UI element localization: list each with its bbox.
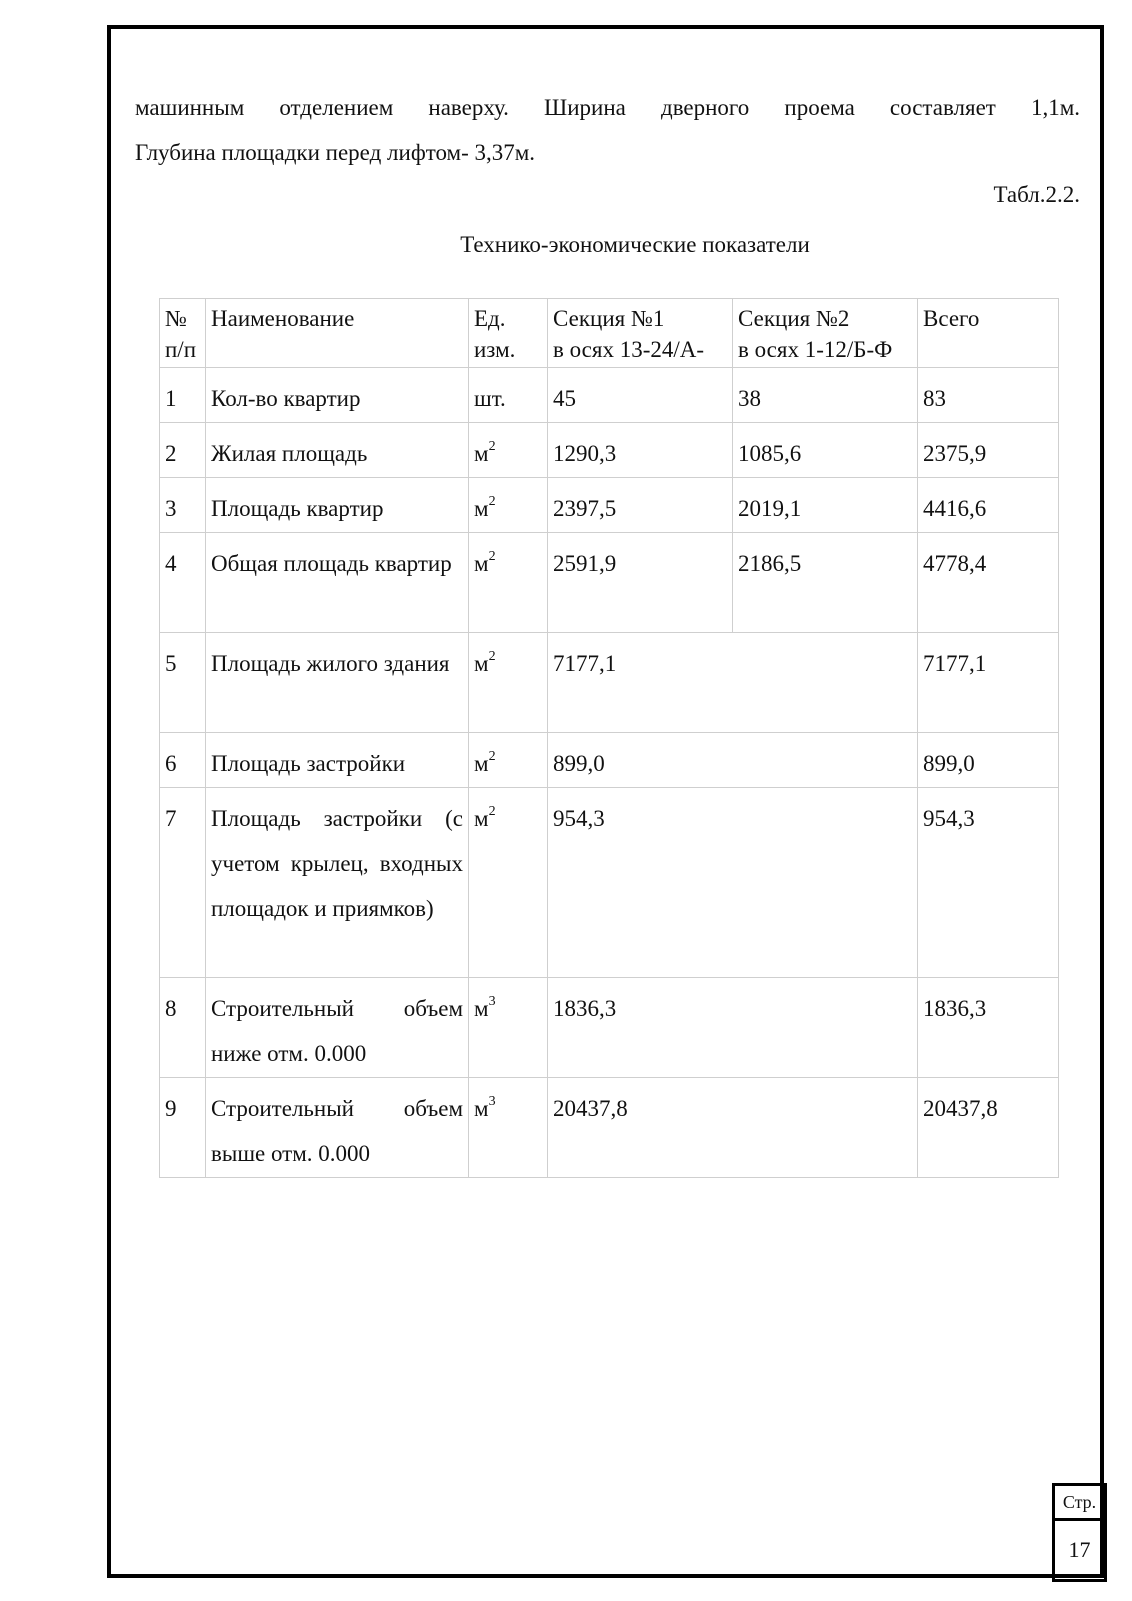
row-name: Общая площадь квартир bbox=[206, 533, 469, 633]
row-name: Площадь застройки (с учетом крылец, входных площадок и приямков) bbox=[206, 788, 469, 978]
row-sections-combined: 899,0 bbox=[548, 733, 918, 788]
header-name: Наименование bbox=[206, 299, 469, 368]
header-section-2: Секция №2 в осях 1-12/Б-Ф bbox=[733, 299, 918, 368]
row-total: 7177,1 bbox=[918, 633, 1059, 733]
row-name: Кол-во квартир bbox=[206, 368, 469, 423]
header-num: № п/п bbox=[160, 299, 206, 368]
table-row bbox=[160, 788, 1059, 978]
row-total: 2375,9 bbox=[918, 423, 1059, 478]
table-title: Технико-экономические показатели bbox=[460, 232, 810, 257]
indicators-table bbox=[159, 298, 1059, 1178]
row-section-1: 1290,3 bbox=[548, 423, 733, 478]
row-section-1: 2397,5 bbox=[548, 478, 733, 533]
table-row bbox=[160, 478, 1059, 533]
table-header-row bbox=[160, 299, 1059, 368]
row-total: 954,3 bbox=[918, 788, 1059, 978]
row-name: Строительный объем ниже отм. 0.000 bbox=[206, 978, 469, 1078]
row-section-2: 38 bbox=[733, 368, 918, 423]
table-row bbox=[160, 368, 1059, 423]
row-name: Строительный объем выше отм. 0.000 bbox=[206, 1078, 469, 1178]
body-paragraph-line-2: Глубина площадки перед лифтом- 3,37м. bbox=[135, 140, 536, 165]
page-label: Стр. bbox=[1055, 1486, 1104, 1521]
table-row bbox=[160, 533, 1059, 633]
table-number: Табл.2.2. bbox=[993, 182, 1080, 207]
header-section-1: Секция №1 в осях 13-24/А- bbox=[548, 299, 733, 368]
page-number: 17 bbox=[1068, 1537, 1091, 1562]
row-num: 6 bbox=[160, 733, 206, 788]
row-num: 2 bbox=[160, 423, 206, 478]
row-total: 4778,4 bbox=[918, 533, 1059, 633]
row-section-2: 2186,5 bbox=[733, 533, 918, 633]
row-sections-combined: 7177,1 bbox=[548, 633, 918, 733]
body-paragraph-line-1: машинным отделением наверху. Ширина дверного проема составляет 1,1м. bbox=[135, 95, 1080, 120]
row-total: 899,0 bbox=[918, 733, 1059, 788]
row-sections-combined: 1836,3 bbox=[548, 978, 918, 1078]
row-section-2: 2019,1 bbox=[733, 478, 918, 533]
row-unit: $м^2$ bbox=[469, 733, 548, 788]
row-unit: $м^2$ bbox=[469, 423, 548, 478]
table-row bbox=[160, 1078, 1059, 1178]
row-num: 9 bbox=[160, 1078, 206, 1178]
row-name: Площадь застройки bbox=[206, 733, 469, 788]
page-number-box bbox=[1052, 1483, 1107, 1582]
row-sections-combined: 954,3 bbox=[548, 788, 918, 978]
row-name: Площадь жилого здания bbox=[206, 633, 469, 733]
row-unit: $м^3$ bbox=[469, 978, 548, 1078]
row-unit: шт. bbox=[469, 368, 548, 423]
table-row bbox=[160, 423, 1059, 478]
row-unit: $м^2$ bbox=[469, 533, 548, 633]
row-section-2: 1085,6 bbox=[733, 423, 918, 478]
row-unit: $м^3$ bbox=[469, 1078, 548, 1178]
row-sections-combined: 20437,8 bbox=[548, 1078, 918, 1178]
table-row bbox=[160, 633, 1059, 733]
row-unit: $м^2$ bbox=[469, 478, 548, 533]
row-section-1: 2591,9 bbox=[548, 533, 733, 633]
table-row bbox=[160, 733, 1059, 788]
row-name: Площадь квартир bbox=[206, 478, 469, 533]
row-total: 4416,6 bbox=[918, 478, 1059, 533]
row-total: 1836,3 bbox=[918, 978, 1059, 1078]
row-num: 8 bbox=[160, 978, 206, 1078]
row-unit: $м^2$ bbox=[469, 788, 548, 978]
table-row bbox=[160, 978, 1059, 1078]
row-num: 5 bbox=[160, 633, 206, 733]
row-total: 20437,8 bbox=[918, 1078, 1059, 1178]
row-unit: $м^2$ bbox=[469, 633, 548, 733]
header-unit: Ед. изм. bbox=[469, 299, 548, 368]
row-num: 1 bbox=[160, 368, 206, 423]
row-section-1: 45 bbox=[548, 368, 733, 423]
header-total: Всего bbox=[918, 299, 1059, 368]
row-num: 7 bbox=[160, 788, 206, 978]
row-name: Жилая площадь bbox=[206, 423, 469, 478]
row-total: 83 bbox=[918, 368, 1059, 423]
row-num: 4 bbox=[160, 533, 206, 633]
row-num: 3 bbox=[160, 478, 206, 533]
